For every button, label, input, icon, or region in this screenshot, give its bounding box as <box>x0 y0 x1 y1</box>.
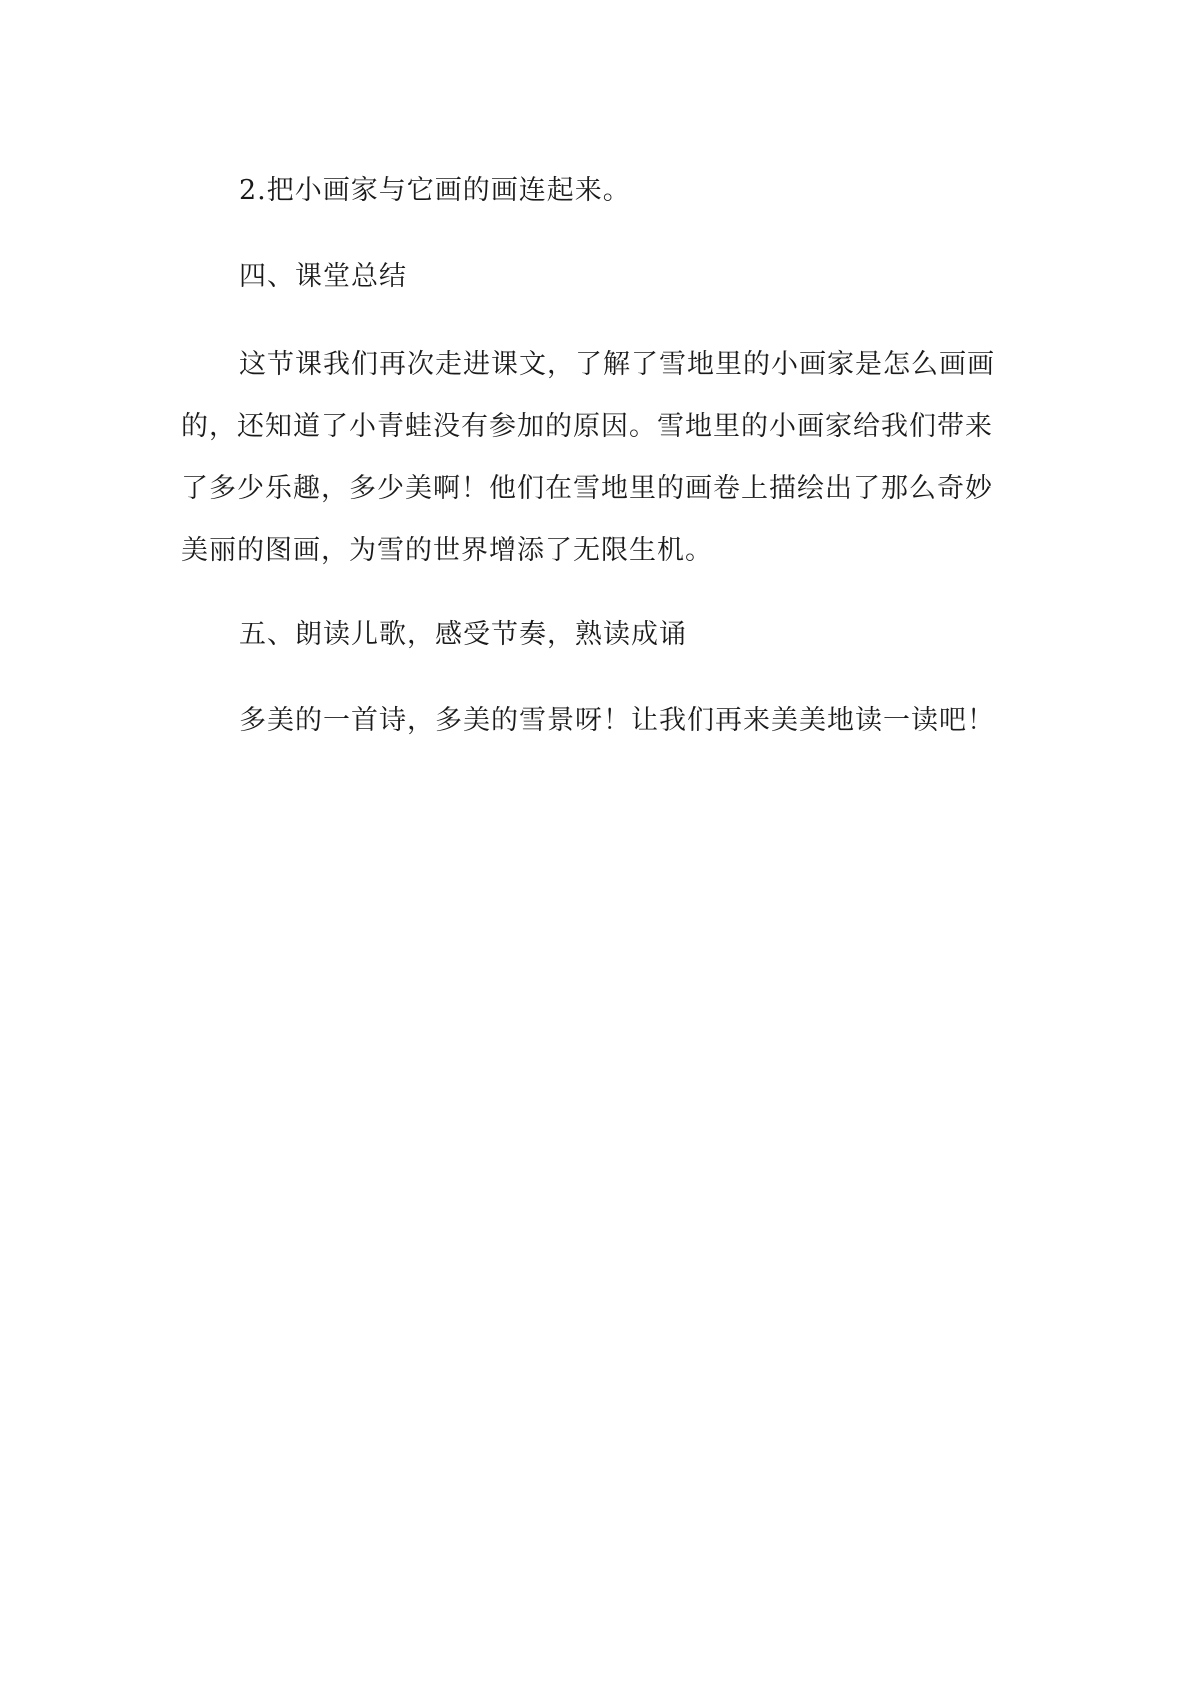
closing-paragraph: 多美的一首诗，多美的雪景呀！让我们再来美美地读一读吧！ <box>239 705 995 736</box>
section-heading-reading: 五、朗读儿歌，感受节奏，熟读成诵 <box>239 619 687 650</box>
summary-paragraph: 这节课我们再次走进课文，了解了雪地里的小画家是怎么画画的，还知道了小青蛙没有参加的原因。雪地里的小画家给我们带来了多少乐趣，多少美啊！他们在雪地里的画卷上描绘出了那么奇妙美丽的图画，为雪的世界增添了无限生机。 <box>181 349 995 566</box>
activity-item-2: 2.把小画家与它画的画连起来。 <box>239 175 631 206</box>
document-body <box>181 160 1011 752</box>
section-heading-summary: 四、课堂总结 <box>239 261 407 292</box>
